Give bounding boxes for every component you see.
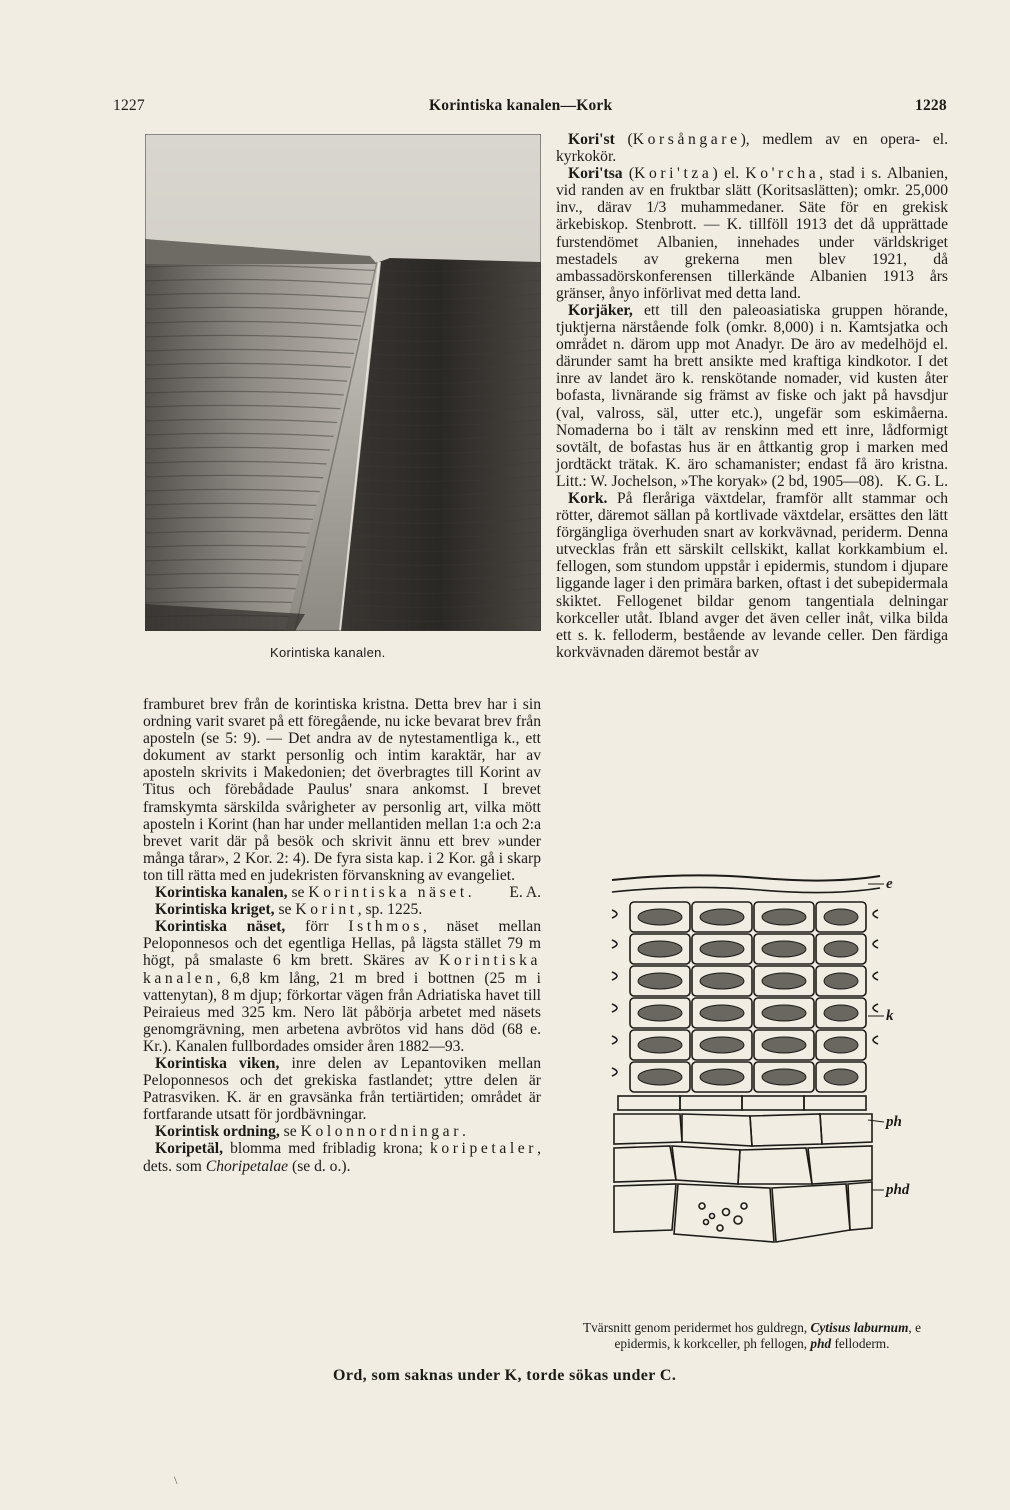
- label-korkceller: k: [886, 1008, 894, 1024]
- label-felloderm: phd: [886, 1182, 910, 1198]
- latin-term: Choripetalae: [205, 1157, 289, 1175]
- right-column: [556, 131, 948, 661]
- label-fellogen: ph: [886, 1114, 902, 1130]
- entry-headword: Korjäker,: [568, 301, 633, 319]
- entry-headword: Kork.: [568, 489, 608, 507]
- spaced-term: Kori'tza: [634, 165, 713, 183]
- entry-text: (: [614, 131, 633, 148]
- entry-korintiska-kanalen: [143, 884, 541, 901]
- left-column: [143, 696, 541, 1175]
- canal-photograph: [145, 134, 541, 631]
- entry-koritsa: [556, 165, 948, 302]
- entry-text: (se d. o.).: [288, 1157, 351, 1175]
- entry-kork: [556, 490, 948, 661]
- spaced-term: Isthmos: [348, 918, 423, 936]
- entry-text: blomma med fribladig krona;: [223, 1140, 430, 1158]
- caption-text: felloderm.: [831, 1335, 890, 1351]
- entry-text: , stad i s. Albanien, vid randen av en fruktbar slätt (Koritsaslätten); omkr. 25,000 inv., därav 1/3 muhammedaner. Säte för en grekisk ärkebiskop. Stenbrott. — K. tillföll 1913 det då upprättade furstendömet Albanien, innehades under världskriget mestadels av grekerna men blev 1921, då ambassadörskonferensen tillerkände Albanien 1913 års gränser, ånyo införlivat med detta land.: [556, 165, 948, 302]
- entry-text: förr: [285, 918, 349, 936]
- entry-text: ett till den paleoasiatiska gruppen hörande, tjuktjerna närstående folk (omkr. 8,000) i n. Kamtsjatka och området n. därom upp mot Anadyr. De äro av medelhöjd el. därunder samt ha brett ansikte med kraftiga kindkotor. I det inre av landet äro k. renskötande nomader, vid kusten åter bofasta, livnärande sig främst av fiske och jakt på havsdjur (val, valross, säl, utter etc.), ungefär som eskimåerna. Nomaderna bo i tält av renskinn med ett inre, lådformigt sovtält, de bofastas hus är en åttkantig grop i marken med jordtäckt trätak. K. äro schamanister; endast få äro kristna. Litt.: W. Jochelson, »The koryak» (2 bd, 1905—08).: [556, 301, 948, 490]
- entry-korintiska-viken: [143, 1055, 541, 1123]
- entry-text: På fleråriga växtdelar, framför allt stammar och rötter, däremot sällan på kortlivade växtdelar, ersättes den lätt förgängliga överhuden snart av korkvävnad, periderm. Denna utvecklas från ett särskilt cellskikt, kallat korkkambium el. fellogen, som stundom uppstår i epidermis, stundom i djupare liggande lager i den primära barken, oftast i det subepidermala skiktet. Fellogenet bildar genom tangentiala delningar korkceller utåt. Ibland avger det även celler inåt, vilka bilda ett s. k. felloderm, bestående av levande celler. Den färdiga korkvävnaden däremot består av: [556, 489, 948, 661]
- entry-headword: Korintiska kanalen,: [155, 884, 288, 902]
- spaced-term: koripetaler: [429, 1140, 538, 1158]
- cross-reference: Korint: [295, 901, 358, 919]
- footer-note: Ord, som saknas under K, torde sökas under C.: [333, 1367, 677, 1384]
- author-signature: E. A.: [509, 884, 541, 902]
- entry-text: (: [622, 165, 635, 183]
- entry-headword: Kori'tsa: [568, 165, 623, 183]
- cross-reference: Kolonnordningar: [300, 1123, 462, 1141]
- left-page-number: 1227: [113, 97, 145, 114]
- entry-korintiska-kriget: [143, 901, 541, 918]
- label-epidermis: e: [886, 876, 893, 892]
- entry-headword: Koripetäl,: [155, 1140, 223, 1158]
- entry-korjaker: [556, 302, 948, 490]
- figure-caption: [556, 1320, 948, 1351]
- entry-headword: Korintiska kriget,: [155, 901, 275, 919]
- entry-text: , näset mellan Peloponnesos och det egentliga Hellas, på lägsta stället 79 m högt, på smalaste 6 km brett. Skäres av: [143, 918, 541, 970]
- entry-headword: Kori'st: [568, 131, 615, 148]
- entry-text: , dets. som: [143, 1140, 541, 1175]
- entry-korintisk-ordning: [143, 1123, 541, 1140]
- intro-text: framburet brev från de korintiska kristna. Detta brev har i sin ordning varit svaret på ett föregående, nu icke bevarat brev från aposteln (se 5: 9). — Det andra av de nytestamentliga k., ett dokument av starkt personlig och intim karaktär, har av aposteln skrivits i Makedonien; det överbragtes till Korint av Titus och förebådade Paulus' snara ankomst. I brevet framskymta särskilda svårigheter av personlig art, vilka mött aposteln i Korint (han har under mellantiden mellan 1:a och 2:a brevet varit där på besök och skrivit ännu ett brev »under många tårar», 2 Kor. 2: 4). De fyra sista kap. i 2 Kor. gå i skarp ton till rätta med en judekristen förvanskning av evangeliet.: [143, 696, 541, 884]
- entry-headword: Korintisk ordning,: [155, 1123, 280, 1141]
- entry-headword: Korintiska viken,: [155, 1054, 280, 1072]
- spaced-term: Ko'rcha: [745, 165, 820, 183]
- entry-text: ), medlem av en opera- el. kyrkokör.: [556, 131, 948, 166]
- entry-text: se: [279, 1123, 301, 1141]
- entry-text: se: [287, 884, 309, 902]
- photo-caption: Korintiska kanalen.: [270, 645, 386, 660]
- entry-koripetal: [143, 1140, 541, 1174]
- entry-korintiska-naset: [143, 918, 541, 1055]
- entry-text: , sp. 1225.: [357, 901, 423, 919]
- entry-headword: Korintiska näset,: [155, 918, 286, 936]
- author-signature: K. G. L.: [896, 472, 948, 490]
- stray-mark: \: [174, 1473, 178, 1487]
- species-name: Cytisus laburnum: [810, 1320, 909, 1335]
- entry-text: , 6,8 km lång, 21 m bred i bottnen (25 m i vattenytan), 8 m djup; förkortar vägen från Adriatiska havet till Peiraieus med 325 km. Nero lät påbörja arbetet med näsets genomgrävning, men arbetena avbrötos vid hans död (68 e. Kr.). Kanalen fullbordades omsider åren 1882—93.: [143, 969, 541, 1055]
- entry-text: se: [274, 901, 296, 919]
- entry-text: ) el.: [712, 165, 746, 183]
- entry-text: inre delen av Lepantoviken mellan Peloponnesos och det grekiska fastlandet; yttre delen är Patrasviken. K. är en gravsänka från tertiärtiden; området är fortfarande utsatt för jordbävningar.: [143, 1054, 541, 1124]
- entry-text: .: [461, 1123, 466, 1141]
- cross-reference: Korintiska näset: [308, 884, 468, 902]
- caption-abbrev: phd: [810, 1335, 832, 1351]
- cross-reference: Korintiska kanalen: [143, 952, 541, 987]
- caption-text: Tvärsnitt genom peridermet hos guldregn,: [583, 1320, 811, 1335]
- caption-text: , e epidermis, k korkceller, ph fellogen,: [614, 1320, 921, 1351]
- right-page-number: 1228: [915, 97, 947, 114]
- entry-korist: [556, 131, 948, 165]
- entry-text: .: [467, 884, 472, 902]
- spaced-term: Korsångare: [632, 131, 741, 148]
- periderm-illustration: [610, 870, 910, 1270]
- running-title: Korintiska kanalen—Kork: [429, 97, 613, 114]
